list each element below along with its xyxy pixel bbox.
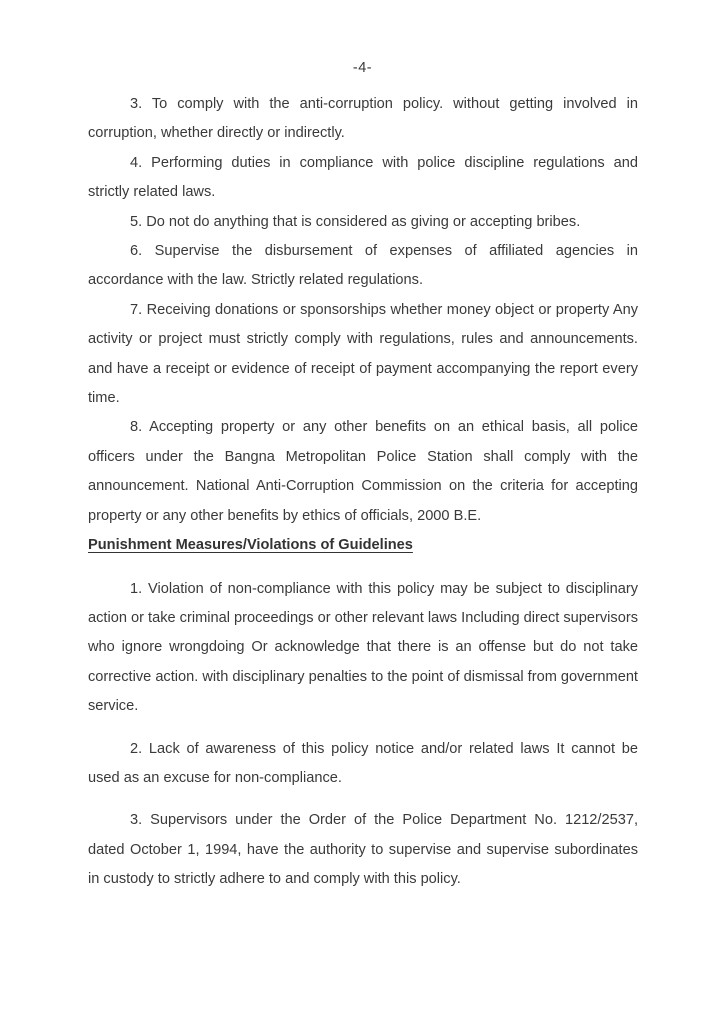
paragraph: 5. Do not do anything that is considered as giving or accepting bribes. bbox=[130, 213, 581, 230]
paragraph: 3. To comply with the anti-corruption policy. without getting involved in corruption, whether directly or indirectly. bbox=[88, 96, 638, 142]
paragraph: 1. Violation of non-compliance with this policy may be subject to disciplinary action or take criminal proceedings or other relevant laws Including direct supervisors who ignore wrongdoing Or acknowledge that there is an offense but do not take corrective action. with disciplinary penalties to the point of dismissal from government service. bbox=[88, 580, 638, 715]
section-punishment bbox=[88, 575, 638, 895]
paragraph: 6. Supervise the disbursement of expenses of affiliated agencies in accordance with the law. Strictly related regulations. bbox=[88, 243, 638, 289]
section-heading-punishment-measures: Punishment Measures/Violations of Guidelines bbox=[88, 537, 413, 554]
paragraph: 4. Performing duties in compliance with police discipline regulations and strictly related laws. bbox=[88, 154, 638, 201]
section-duties bbox=[88, 90, 638, 531]
paragraph: 2. Lack of awareness of this policy notice and/or related laws It cannot be used as an excuse for non-compliance. bbox=[88, 740, 638, 786]
paragraph: 3. Supervisors under the Order of the Police Department No. 1212/2537, dated October 1, 1994, have the authority to supervise and supervise subordinates in custody to strictly adhere to and comply with this policy. bbox=[88, 812, 638, 888]
paragraph: 7. Receiving donations or sponsorships whether money object or property Any activity or project must strictly comply with regulations, rules and announcements. and have a receipt or evidence of receipt of payment accompanying the report every time. bbox=[88, 301, 638, 407]
paragraph: 8. Accepting property or any other benefits on an ethical basis, all police officers under the Bangna Metropolitan Police Station shall comply with the announcement. National Anti-Corruption Commission on the criteria for accepting property or any other benefits by ethics of officials, 2000 B.E. bbox=[88, 419, 638, 524]
document-body bbox=[88, 90, 638, 895]
page-number: -4- bbox=[352, 60, 373, 76]
